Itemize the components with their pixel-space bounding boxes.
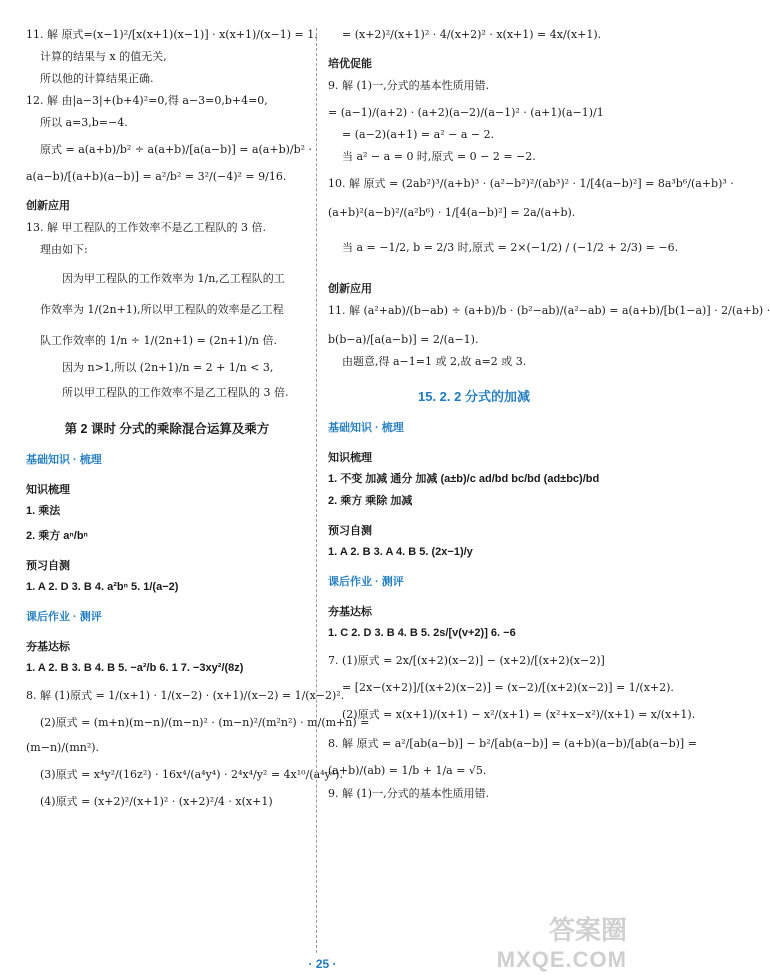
watermark-logo: 答案圈	[548, 915, 627, 945]
q11-line-1: 11. 解 原式=(x−1)²/[x(x+1)(x−1)] · x(x+1)/(x−1) = 1.	[26, 28, 318, 41]
q13-line-6: 因为 n>1,所以 (2n+1)/n = 2 + 1/n < 3,	[62, 361, 274, 374]
q8-line-3: (m−n)/(mn²).	[26, 741, 100, 754]
knowledge-item-2: 2. 乘方 aⁿ/bⁿ	[26, 530, 88, 542]
r-q9-final-line: 9. 解 (1)一,分式的基本性质用错.	[328, 787, 490, 800]
q13-line-5: 队工作效率的 1/n ÷ 1/(2n+1) = (2n+1)/n 倍.	[40, 334, 277, 347]
r-continued-line: = (x+2)²/(x+1)² · 4/(x+2)² · x(x+1) = 4x/(x+1).	[342, 28, 602, 41]
r-q7-line-1: 7. (1)原式 = 2x/[(x+2)(x−2)] − (x+2)/[(x+2)(x−2)]	[328, 654, 605, 667]
r-q10-line-2: (a+b)²(a−b)²/(a²b⁶) · 1/[4(a−b)²] = 2a/(a+b).	[328, 206, 576, 219]
section-innovation: 创新应用	[26, 200, 70, 212]
q12-line-3: 原式 = a(a+b)/b² ÷ a(a+b)/[a(a−b)] = a(a+b)/b² ·	[40, 143, 313, 156]
q8-line-4: (3)原式 = x⁴y²/(16z²) · 16x⁴/(a⁴y⁴) · 2⁴x⁴/y² = 4x¹⁰/(a⁴y⁴).	[40, 768, 343, 781]
q13-line-7: 所以甲工程队的工作效率不是乙工程队的 3 倍.	[62, 386, 289, 399]
watermark-url: MXQE.COM	[496, 947, 627, 972]
r-preview-answers: 1. A 2. B 3. A 4. B 5. (2x−1)/y	[328, 546, 473, 558]
right-column	[328, 28, 770, 809]
r-foundation-answers: 1. C 2. D 3. B 4. B 5. 2s/[v(v+2)] 6. −6	[328, 627, 516, 639]
heading-preview-test: 预习自测	[26, 560, 70, 572]
q8-line-2: (2)原式 = (m+n)(m−n)/(m−n)² · (m−n)²/(m²n²) · m/(m+n) =	[40, 716, 370, 729]
q13-line-2: 理由如下:	[40, 243, 88, 256]
r-q9-line-3: = (a−2)(a+1) = a² − a − 2.	[342, 128, 495, 141]
q8-line-1: 8. 解 (1)原式 = 1/(x+1) · 1/(x−2) · (x+1)/(x−2) = 1/(x−2)².	[26, 689, 345, 702]
r-q8-line-1: 8. 解 原式 = a²/[ab(a−b)] − b²/[ab(a−b)] = (a+b)(a−b)/[ab(a−b)] =	[328, 737, 697, 750]
preview-answers: 1. A 2. D 3. B 4. a²bⁿ 5. 1/(a−2)	[26, 581, 179, 593]
r-q8-line-2: (a+b)/(ab) = 1/b + 1/a = √5.	[328, 764, 487, 777]
r-q7-line-3: (2)原式 = x(x+1)/(x+1) − x²/(x+1) = (x²+x−x²)/(x+1) = x/(x+1).	[342, 708, 696, 721]
q8-line-5: (4)原式 = (x+2)²/(x+1)² · (x+2)²/4 · x(x+1)	[40, 795, 273, 808]
section-innovation-right: 创新应用	[328, 283, 372, 295]
r-q10-line-1: 10. 解 原式 = (2ab²)³/(a+b)³ · (a²−b²)²/(ab³)² · 1/[4(a−b)²] = 8a³b⁶/(a+b)³ ·	[328, 177, 734, 190]
q11-line-2: 计算的结果与 x 的值无关,	[40, 50, 167, 63]
page-number: · 25 ·	[308, 957, 337, 971]
r-q10-line-3: 当 a = −1/2, b = 2/3 时,原式 = 2×(−1/2) / (−1/2 + 2/3) = −6.	[342, 241, 679, 254]
q13-line-3: 因为甲工程队的工作效率为 1/n,乙工程队的工	[62, 272, 285, 285]
r-q9-line-4: 当 a² − a = 0 时,原式 = 0 − 2 = −2.	[342, 150, 536, 163]
r-q9-line-1: 9. 解 (1)一,分式的基本性质用错.	[328, 79, 490, 92]
r-knowledge-item-1: 1. 不变 加减 通分 加减 (a±b)/c ad/bd bc/bd (ad±bc)/bd	[328, 473, 600, 485]
heading-homework: 课后作业 · 测评	[26, 611, 102, 623]
lesson-title: 第 2 课时 分式的乘除混合运算及乘方	[64, 422, 270, 436]
q13-line-1: 13. 解 甲工程队的工作效率不是乙工程队的 3 倍.	[26, 221, 266, 234]
subsection-title: 15. 2. 2 分式的加减	[418, 389, 530, 404]
r-q7-line-2: = [2x−(x+2)]/[(x+2)(x−2)] = (x−2)/[(x+2)(x−2)] = 1/(x+2).	[342, 681, 674, 694]
q12-line-1: 12. 解 由|a−3|+(b+4)²=0,得 a−3=0,b+4=0,	[26, 94, 268, 107]
heading-foundation: 夯基达标	[26, 641, 70, 653]
r-q11-line-1: 11. 解 (a²+ab)/(b−ab) ÷ (a+b)/b · (b²−ab)/(a²−ab) = a(a+b)/[b(1−a)] · 2/(a+b) ·	[328, 304, 770, 317]
heading-basic-knowledge: 基础知识 · 梳理	[26, 454, 102, 466]
column-divider	[316, 28, 317, 953]
r-heading-homework: 课后作业 · 测评	[328, 576, 404, 588]
r-heading-preview-test: 预习自测	[328, 525, 372, 537]
foundation-answers: 1. A 2. B 3. B 4. B 5. −a²/b 6. 1 7. −3xy²/(8z)	[26, 662, 244, 674]
q12-line-2: 所以 a=3,b=−4.	[40, 116, 128, 129]
r-q11-line-2: b(b−a)/[a(a−b)] = 2/(a−1).	[328, 333, 479, 346]
q13-line-4: 作效率为 1/(2n+1),所以甲工程队的效率是乙工程	[40, 303, 284, 316]
knowledge-item-1: 1. 乘法	[26, 505, 61, 517]
r-heading-basic-knowledge: 基础知识 · 梳理	[328, 422, 404, 434]
q12-line-4: a(a−b)/[(a+b)(a−b)] = a²/b² = 3²/(−4)² = 9/16.	[26, 170, 287, 183]
heading-knowledge-review: 知识梳理	[26, 484, 70, 496]
r-knowledge-item-2: 2. 乘方 乘除 加减	[328, 495, 413, 507]
r-heading-foundation: 夯基达标	[328, 606, 372, 618]
r-q11-line-3: 由题意,得 a−1=1 或 2,故 a=2 或 3.	[342, 355, 527, 368]
q11-line-3: 所以他的计算结果正确.	[40, 72, 154, 85]
r-heading-knowledge-review: 知识梳理	[328, 452, 372, 464]
section-promote: 培优促能	[328, 58, 372, 70]
r-q9-line-2: = (a−1)/(a+2) · (a+2)(a−2)/(a−1)² · (a+1)(a−1)/1	[328, 106, 604, 119]
